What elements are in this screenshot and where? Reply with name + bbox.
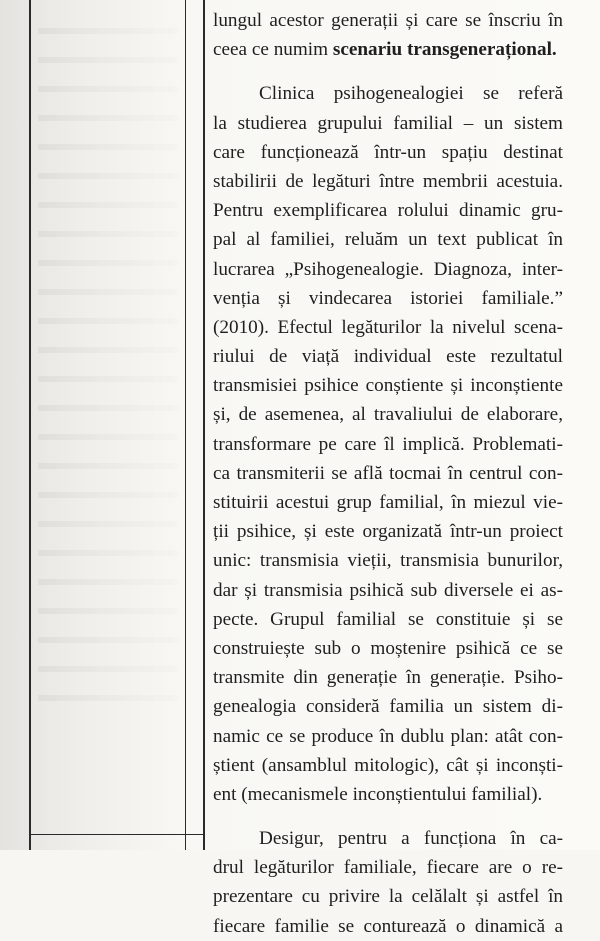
text-line: Desigur, pentru a funcționa în ca- xyxy=(259,828,563,850)
text-line: namic ce se produce în dublu plan: atât con- xyxy=(213,725,563,747)
text-line: pecte. Grupul familial se constituie și se xyxy=(213,608,563,630)
text-line: venția și vindecarea istoriei familiale.” xyxy=(213,287,563,309)
left-column-bottom-rule xyxy=(29,834,205,835)
text-line: construiește sub o moștenire psihică ce se xyxy=(213,637,563,659)
text-line: transmite din generație în generație. Psiho- xyxy=(213,667,563,689)
text-line: prezentare cu privire la celălalt și astfel în xyxy=(213,886,563,908)
text-line: știent (ansamblul mitologic), cât și inconști- xyxy=(213,754,563,776)
text-line: pal al familiei, reluăm un text publicat în xyxy=(213,229,563,251)
text-line: ca transmiterii se află tocmai în centrul con- xyxy=(213,462,563,484)
bleed-through-text xyxy=(38,28,178,708)
text-line: Pentru exemplificarea rolului dinamic gru- xyxy=(213,200,563,222)
text-line: genealogia consideră familia un sistem di- xyxy=(213,696,563,718)
bold-term: scenariu transgenerațional. xyxy=(332,39,557,61)
left-border-rule xyxy=(29,0,31,850)
text-line: lucrarea „Psihogenealogie. Diagnoza, inter- xyxy=(213,258,563,280)
text-line: (2010). Efectul legăturilor la nivelul scena- xyxy=(213,316,563,338)
text-line: ții psihice, și este organizată într-un proiect xyxy=(213,521,563,543)
text-line: transformare pe care îl implică. Problemati- xyxy=(213,433,563,455)
text-line: Clinica psihogenealogiei se referă xyxy=(259,83,563,105)
column-divider-thick xyxy=(203,0,205,850)
column-divider-thin xyxy=(185,0,186,850)
paragraph-gap xyxy=(213,64,563,79)
text-line: riului de viață individual este rezultatul xyxy=(213,346,563,368)
text-line: drul legăturilor familiale, fiecare are o re- xyxy=(213,857,563,879)
text-line: unic: transmisia vieții, transmisia bunurilor, xyxy=(213,550,563,572)
text-line: fiecare familie se conturează o dinamică a xyxy=(213,915,563,937)
text-line: și, de asemenea, al travaliului de elaborare, xyxy=(213,404,563,426)
text-line-with-bold-term xyxy=(213,35,563,64)
paragraph-3 xyxy=(213,824,563,941)
body-text-column xyxy=(213,6,563,941)
text-line: lungul acestor generații și care se înscriu în xyxy=(213,10,563,31)
text-line: ent (mecanismele inconștientului familial). xyxy=(213,783,543,805)
paragraph-gap xyxy=(213,809,563,824)
text-line: transmisiei psihice conștiente și inconștiente xyxy=(213,375,563,397)
text-line: stabilirii de legături între membrii acestuia. xyxy=(213,170,563,192)
paragraph-2 xyxy=(213,79,563,809)
text-line: stituirii acestui grup familial, în miezul vie- xyxy=(213,492,563,513)
text-fragment: ceea ce numim xyxy=(213,39,333,61)
text-line: dar și transmisia psihică sub diversele ei as- xyxy=(213,579,563,601)
text-line: la studierea grupului familial – un sistem xyxy=(213,112,563,134)
text-line: care funcționează într-un spațiu destinat xyxy=(213,141,563,163)
